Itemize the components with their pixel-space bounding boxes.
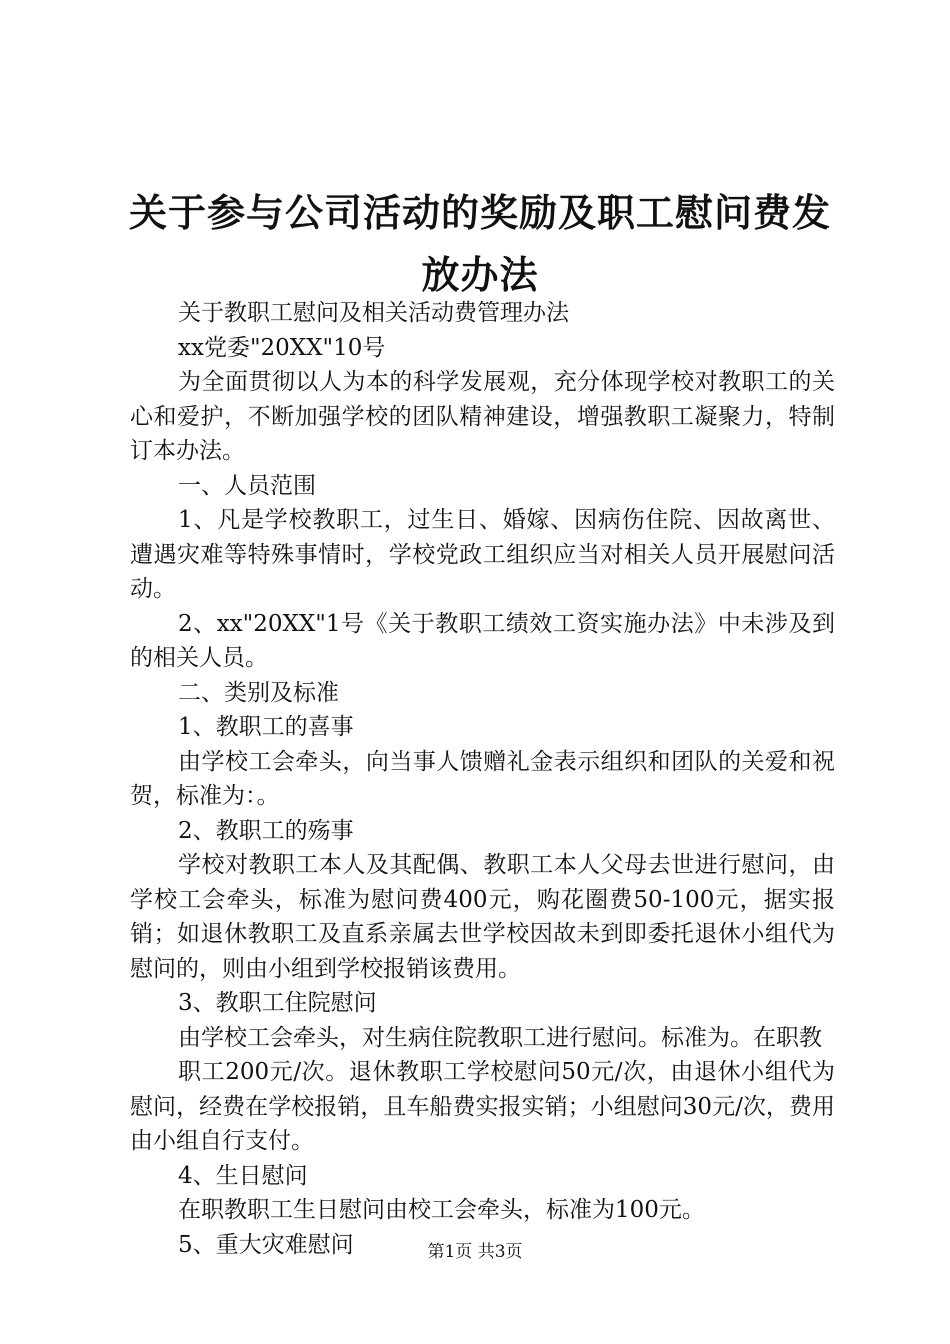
section-heading: 二、类别及标准 bbox=[178, 679, 339, 706]
paragraph: 1、凡是学校教职工，过生日、婚嫁、因病伤住院、因故离世、遭遇灾难等特殊事情时，学校党政工组织应当对相关人员开展慰问活动。 bbox=[130, 507, 835, 602]
subsection-heading: 3、教职工住院慰问 bbox=[178, 990, 377, 1016]
document-body bbox=[130, 296, 835, 1262]
paragraph: 学校对教职工本人及其配偶、教职工本人父母去世进行慰问，由学校工会牵头，标准为慰问费400元，购花圈费50-100元，据实报销；如退休教职工及直系亲属去世学校因故未到即委托退休小组代为慰问的，则由小组到学校报销该费用。 bbox=[130, 852, 835, 982]
paragraph: 职工200元/次。退休教职工学校慰问50元/次，由退休小组代为慰问，经费在学校报销，且车船费实报实销；小组慰问30元/次，费用由小组自行支付。 bbox=[130, 1059, 835, 1154]
document-title: 关于参与公司活动的奖励及职工慰问费发放办法 bbox=[128, 190, 831, 297]
paragraph: xx党委"20XX"10号 bbox=[178, 334, 386, 361]
subsection-heading: 1、教职工的喜事 bbox=[178, 714, 354, 740]
subsection-heading: 2、教职工的殇事 bbox=[178, 817, 354, 844]
paragraph: 关于教职工慰问及相关活动费管理办法 bbox=[178, 300, 569, 326]
paragraph: 由学校工会牵头，向当事人馈赠礼金表示组织和团队的关爱和祝贺，标准为：。 bbox=[130, 748, 835, 809]
paragraph: 2、xx"20XX"1号《关于教职工绩效工资实施办法》中未涉及到的相关人员。 bbox=[130, 610, 835, 671]
section-heading: 一、人员范围 bbox=[178, 472, 316, 499]
page-footer: 第1页 共3页 bbox=[427, 1242, 523, 1262]
paragraph: 在职教职工生日慰问由校工会牵头，标准为100元。 bbox=[178, 1197, 705, 1223]
subsection-heading: 4、生日慰问 bbox=[178, 1162, 308, 1189]
paragraph: 由学校工会牵头，对生病住院教职工进行慰问。标准为。在职教 bbox=[178, 1024, 822, 1051]
paragraph: 为全面贯彻以人为本的科学发展观，充分体现学校对教职工的关心和爱护，不断加强学校的团队精神建设，增强教职工凝聚力，特制订本办法。 bbox=[130, 369, 835, 464]
subsection-heading: 5、重大灾难慰问 bbox=[178, 1231, 354, 1258]
